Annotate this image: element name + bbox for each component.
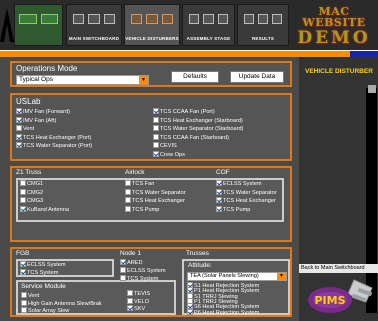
uslab-left-label: IMV Fan (Forward) bbox=[23, 109, 70, 115]
nav-label: RESULTS bbox=[251, 36, 275, 41]
uslab-right-checkbox[interactable] bbox=[153, 151, 185, 159]
node1-checkbox[interactable] bbox=[120, 267, 166, 275]
scrollbar-handle[interactable] bbox=[368, 85, 376, 93]
z1-truss-label: CMG2 bbox=[27, 189, 44, 196]
site-title-line2: DEMO bbox=[297, 28, 371, 48]
logo-a-icon bbox=[0, 8, 14, 42]
trusses-title: Trusses bbox=[186, 250, 209, 257]
nav-label: VEHICLE DISTURBERS bbox=[125, 36, 179, 41]
nav-tile-green bbox=[14, 4, 63, 46]
unchecked-box-icon[interactable] bbox=[153, 142, 159, 148]
unchecked-box-icon[interactable] bbox=[127, 298, 133, 304]
operations-mode-title: Operations Mode bbox=[16, 64, 78, 73]
service-module-left-label: High Gain Antenna Slew/Brak bbox=[28, 300, 102, 307]
node1-checkbox[interactable] bbox=[120, 275, 158, 283]
fgb-label: ECLSS System bbox=[27, 262, 66, 268]
service-module-right-label: VELO bbox=[134, 298, 149, 305]
cof-checkbox[interactable] bbox=[216, 180, 262, 188]
airlock-checkbox[interactable] bbox=[125, 206, 159, 214]
service-module-right-checkbox[interactable] bbox=[127, 305, 145, 313]
unchecked-box-icon[interactable] bbox=[20, 197, 26, 203]
unchecked-box-icon[interactable] bbox=[21, 292, 27, 298]
trusses-label: P1 Heat Rejection System bbox=[194, 288, 260, 295]
uslab-right-label: TCS CCAA Fan (Port) bbox=[160, 109, 215, 115]
operations-mode-select[interactable] bbox=[16, 75, 149, 85]
unchecked-box-icon[interactable] bbox=[127, 290, 133, 296]
uslab-section bbox=[10, 93, 292, 161]
z1-truss-label: KuBand Antenna bbox=[27, 206, 69, 213]
trusses-label: S6 Heat Rejection System bbox=[194, 304, 260, 311]
back-to-main-switchboard-button[interactable]: Back to Main Switchboard bbox=[299, 264, 378, 273]
nav-dashes-icon bbox=[73, 14, 115, 26]
cof-checkbox[interactable] bbox=[216, 189, 277, 197]
airlock-label: TCS Fan bbox=[132, 181, 155, 187]
uslab-right-label: TCS CCAA Fan (Starboard) bbox=[160, 134, 230, 141]
chevron-down-icon[interactable]: ▼ bbox=[277, 273, 286, 280]
nav-results[interactable] bbox=[237, 4, 289, 46]
uslab-right-checkbox[interactable] bbox=[153, 125, 243, 133]
airlock-label: TCS Pump bbox=[132, 206, 160, 213]
unchecked-box-icon[interactable] bbox=[125, 180, 131, 186]
service-module-right-label: SKV bbox=[134, 306, 146, 312]
checked-box-icon[interactable] bbox=[16, 108, 22, 114]
uslab-title: USLab bbox=[16, 97, 41, 106]
svg-text:A: A bbox=[0, 8, 1, 9]
uslab-left-label: IMV Fan (Aft) bbox=[23, 117, 57, 124]
uslab-right-checkbox[interactable] bbox=[153, 134, 229, 142]
service-module-left-label: Vent bbox=[28, 293, 40, 299]
cof-checkbox[interactable] bbox=[216, 197, 276, 205]
z1-truss-checkbox[interactable] bbox=[20, 180, 43, 188]
attitude-value: TEA (Solar Panels Slewing) bbox=[190, 273, 259, 279]
operations-mode-section bbox=[10, 61, 292, 87]
main-panel bbox=[0, 57, 299, 321]
uslab-left-label: TCS Water Separator (Port) bbox=[23, 143, 93, 150]
checked-box-icon[interactable] bbox=[216, 180, 222, 186]
z1-truss-checkbox[interactable] bbox=[20, 197, 43, 205]
checked-box-icon[interactable] bbox=[16, 142, 22, 148]
checked-box-icon[interactable] bbox=[120, 259, 126, 265]
checked-box-icon[interactable] bbox=[20, 206, 26, 212]
checked-box-icon[interactable] bbox=[127, 305, 133, 311]
uslab-left-checkbox[interactable] bbox=[16, 125, 34, 133]
fgb-checkbox[interactable] bbox=[20, 261, 66, 269]
update-data-button[interactable]: Update Data bbox=[230, 71, 284, 83]
unchecked-box-icon[interactable] bbox=[153, 117, 159, 123]
checked-box-icon[interactable] bbox=[153, 108, 159, 114]
uslab-left-label: TCS Heat Exchanger (Port) bbox=[23, 134, 92, 141]
airlock-label: TCS Heat Exchanger bbox=[132, 198, 185, 205]
attitude-label: Attitude: bbox=[188, 262, 212, 269]
z1-truss-label: CMG1 bbox=[27, 181, 44, 187]
unchecked-box-icon[interactable] bbox=[153, 134, 159, 140]
cof-label: TCS Pump bbox=[223, 206, 251, 213]
checked-box-icon[interactable] bbox=[16, 117, 22, 123]
unchecked-box-icon[interactable] bbox=[120, 267, 126, 273]
cof-label: TCS Heat Exchanger bbox=[223, 198, 276, 205]
uslab-right-label: Crew Ops bbox=[160, 152, 185, 158]
z1-airlock-cof-section bbox=[10, 166, 292, 242]
unchecked-box-icon[interactable] bbox=[16, 125, 22, 131]
uslab-right-checkbox[interactable] bbox=[153, 108, 215, 116]
defaults-button[interactable]: Defaults bbox=[171, 71, 219, 83]
nav-vehicle-disturbers[interactable] bbox=[124, 4, 180, 46]
nav-assembly-stage[interactable] bbox=[182, 4, 235, 46]
checked-box-icon[interactable] bbox=[216, 189, 222, 195]
airlock-checkbox[interactable] bbox=[125, 189, 186, 197]
uslab-right-checkbox[interactable] bbox=[153, 117, 243, 125]
checked-box-icon[interactable] bbox=[20, 269, 26, 275]
fgb-title: FGB bbox=[16, 250, 30, 257]
airlock-label: TCS Water Separator bbox=[132, 189, 186, 196]
service-module-left-checkbox[interactable] bbox=[21, 307, 69, 315]
uslab-right-label: TCS Heat Exchanger (Starboard) bbox=[160, 117, 243, 124]
node1-checkbox[interactable] bbox=[120, 259, 143, 267]
cof-checkbox[interactable] bbox=[216, 206, 250, 214]
uslab-left-checkbox[interactable] bbox=[16, 117, 56, 125]
unchecked-box-icon[interactable] bbox=[21, 300, 27, 306]
uslab-right-label: TCS Water Separator (Starboard) bbox=[160, 126, 244, 133]
pims-logo bbox=[306, 276, 376, 316]
airlock-checkbox[interactable] bbox=[125, 197, 185, 205]
site-title-line1: MAC WEBSITE bbox=[302, 5, 366, 29]
trusses-checkbox[interactable] bbox=[187, 309, 259, 317]
cof-label: TCS Water Separator bbox=[223, 189, 277, 196]
checked-box-icon[interactable] bbox=[20, 261, 26, 267]
side-panel-title: VEHICLE DISTURBER bbox=[305, 68, 373, 75]
uslab-right-checkbox[interactable] bbox=[153, 142, 177, 150]
node1-label: ECLSS System bbox=[127, 268, 166, 274]
unchecked-box-icon[interactable] bbox=[20, 180, 26, 186]
uslab-left-checkbox[interactable] bbox=[16, 134, 91, 142]
attitude-select[interactable] bbox=[187, 272, 287, 281]
trusses-label: P1 TRRJ Slewing bbox=[194, 298, 238, 305]
trusses-label: S1 Heat Rejection System bbox=[194, 283, 260, 289]
checked-box-icon[interactable] bbox=[153, 151, 159, 157]
fgb-label: TCS System bbox=[27, 270, 59, 276]
z1-truss-label: CMG3 bbox=[27, 198, 44, 205]
unchecked-box-icon[interactable] bbox=[125, 206, 131, 212]
checked-box-icon[interactable] bbox=[216, 206, 222, 212]
uslab-left-checkbox[interactable] bbox=[16, 142, 92, 150]
node1-label: TCS System bbox=[127, 276, 159, 282]
chevron-down-icon[interactable]: ▼ bbox=[139, 76, 148, 84]
z1-truss-checkbox[interactable] bbox=[20, 206, 69, 214]
service-module-right-label: TEVIS bbox=[134, 291, 151, 297]
checked-box-icon[interactable] bbox=[216, 197, 222, 203]
uslab-left-checkbox[interactable] bbox=[16, 108, 70, 116]
nav-main-switchboard[interactable] bbox=[66, 4, 122, 46]
trusses-label: S1 TRRJ Slewing bbox=[194, 293, 238, 300]
header-banner bbox=[0, 0, 378, 50]
fgb-node-trusses-section bbox=[10, 247, 292, 317]
z1-truss-title: Z1 Truss bbox=[16, 169, 42, 176]
nav-label: ASSEMBLY STAGE bbox=[186, 36, 231, 41]
site-title bbox=[290, 6, 378, 47]
unchecked-box-icon[interactable] bbox=[21, 307, 27, 313]
node1-title: Node 1 bbox=[120, 250, 141, 257]
unchecked-box-icon[interactable] bbox=[153, 125, 159, 131]
trusses-label: P6 Heat Rejection System bbox=[194, 309, 260, 316]
nav-dashes-icon bbox=[244, 14, 282, 26]
unchecked-box-icon[interactable] bbox=[20, 189, 26, 195]
uslab-right-label: CEVIS bbox=[160, 143, 177, 150]
nav-dashes-icon bbox=[131, 14, 173, 26]
nav-dashes-icon bbox=[189, 14, 228, 26]
unchecked-box-icon[interactable] bbox=[125, 189, 131, 195]
z1-truss-checkbox[interactable] bbox=[20, 189, 43, 197]
unchecked-box-icon[interactable] bbox=[120, 275, 126, 281]
checked-box-icon[interactable] bbox=[187, 309, 193, 315]
unchecked-box-icon[interactable] bbox=[125, 197, 131, 203]
cof-label: ECLSS System bbox=[223, 181, 262, 187]
fgb-checkbox[interactable] bbox=[20, 269, 58, 277]
svg-text:PIMS: PIMS bbox=[314, 294, 346, 307]
checked-box-icon[interactable] bbox=[16, 134, 22, 140]
nav-label: MAIN SWITCHBOARD bbox=[68, 36, 120, 41]
node1-label: ARED bbox=[127, 260, 143, 266]
uslab-left-label: Vent bbox=[23, 126, 35, 133]
operations-mode-value: Typical Ops bbox=[19, 76, 53, 83]
airlock-title: Airlock bbox=[125, 169, 145, 176]
airlock-checkbox[interactable] bbox=[125, 180, 154, 188]
service-module-left-label: Solar Array Slew bbox=[28, 308, 70, 314]
service-module-title: Service Module bbox=[21, 283, 66, 290]
cof-title: COF bbox=[216, 169, 230, 176]
